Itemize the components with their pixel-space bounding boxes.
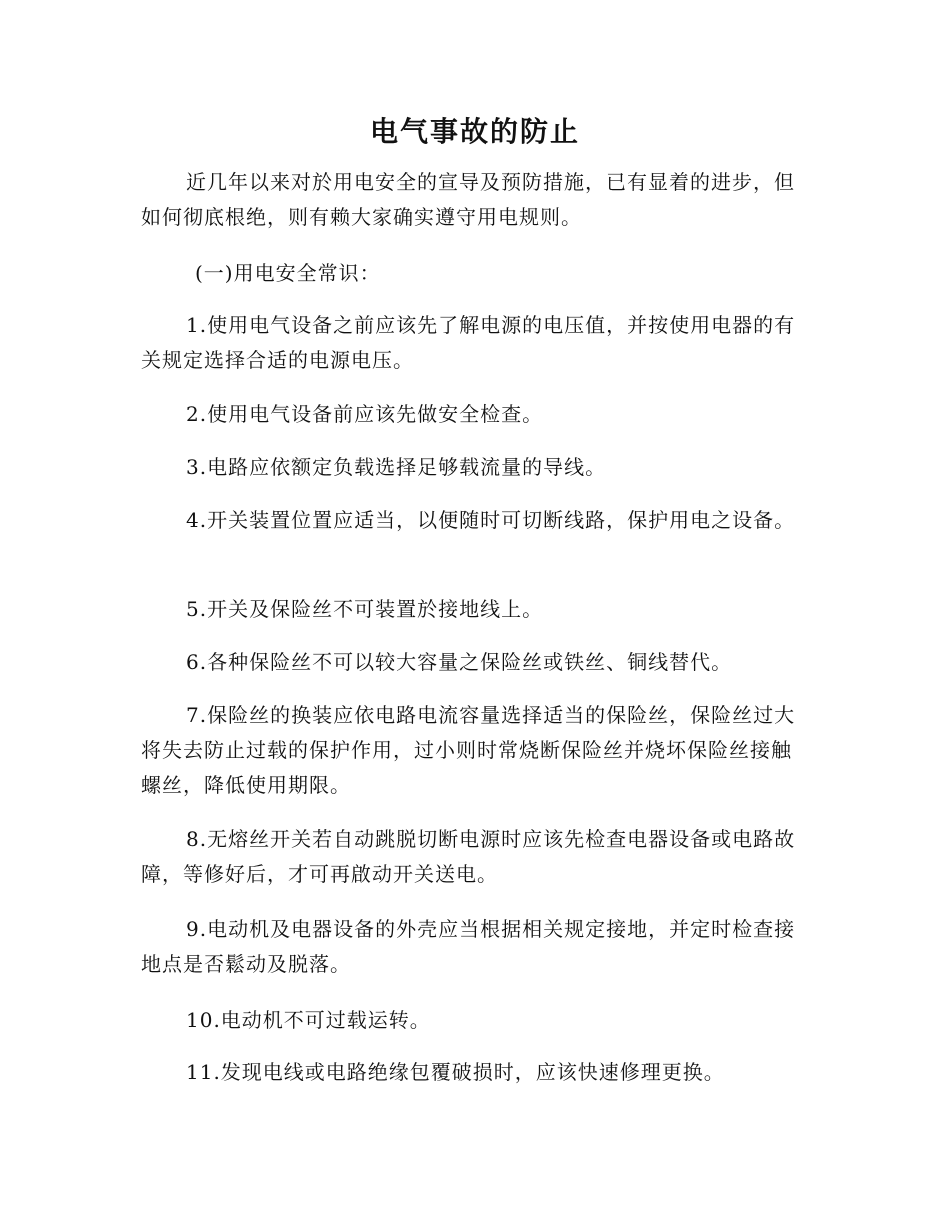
section-heading: (一)用电安全常识：: [195, 261, 381, 285]
list-item-7: 7.保险丝的换装应依电路电流容量选择适当的保险丝，保险丝过大将失去防止过载的保护作用，过小则时常烧断保险丝并烧坏保险丝接触螺丝，降低使用期限。: [141, 703, 796, 797]
list-item-6: 6.各种保险丝不可以较大容量之保险丝或铁丝、铜线替代。: [186, 650, 733, 674]
list-item-11: 11.发现电线或电路绝缘包覆破损时，应该快速修理更换。: [186, 1060, 725, 1084]
list-item-9: 9.电动机及电器设备的外壳应当根据相关规定接地，并定时检查接地点是否鬆动及脱落。: [141, 917, 796, 976]
intro-paragraph: 近几年以来对於用电安全的宣导及预防措施，已有显着的进步，但如何彻底根绝，则有赖大家确实遵守用电规则。: [141, 170, 795, 229]
list-item-5: 5.开关及保险丝不可装置於接地线上。: [186, 597, 544, 621]
list-item-10: 10.电动机不可过载运转。: [186, 1008, 431, 1032]
list-item-2: 2.使用电气设备前应该先做安全检查。: [186, 402, 544, 426]
list-item-8: 8.无熔丝开关若自动跳脱切断电源时应该先检查电器设备或电路故障，等修好后，才可再啟动开关送电。: [141, 827, 796, 886]
document-title: 电气事故的防止: [369, 115, 580, 148]
list-item-4: 4.开关装置位置应适当，以便随时可切断线路，保护用电之设备。: [186, 508, 796, 532]
list-item-3: 3.电路应依额定负载选择足够载流量的导线。: [186, 455, 607, 479]
list-item-1: 1.使用电气设备之前应该先了解电源的电压值，并按使用电器的有关规定选择合适的电源电压。: [141, 313, 796, 372]
